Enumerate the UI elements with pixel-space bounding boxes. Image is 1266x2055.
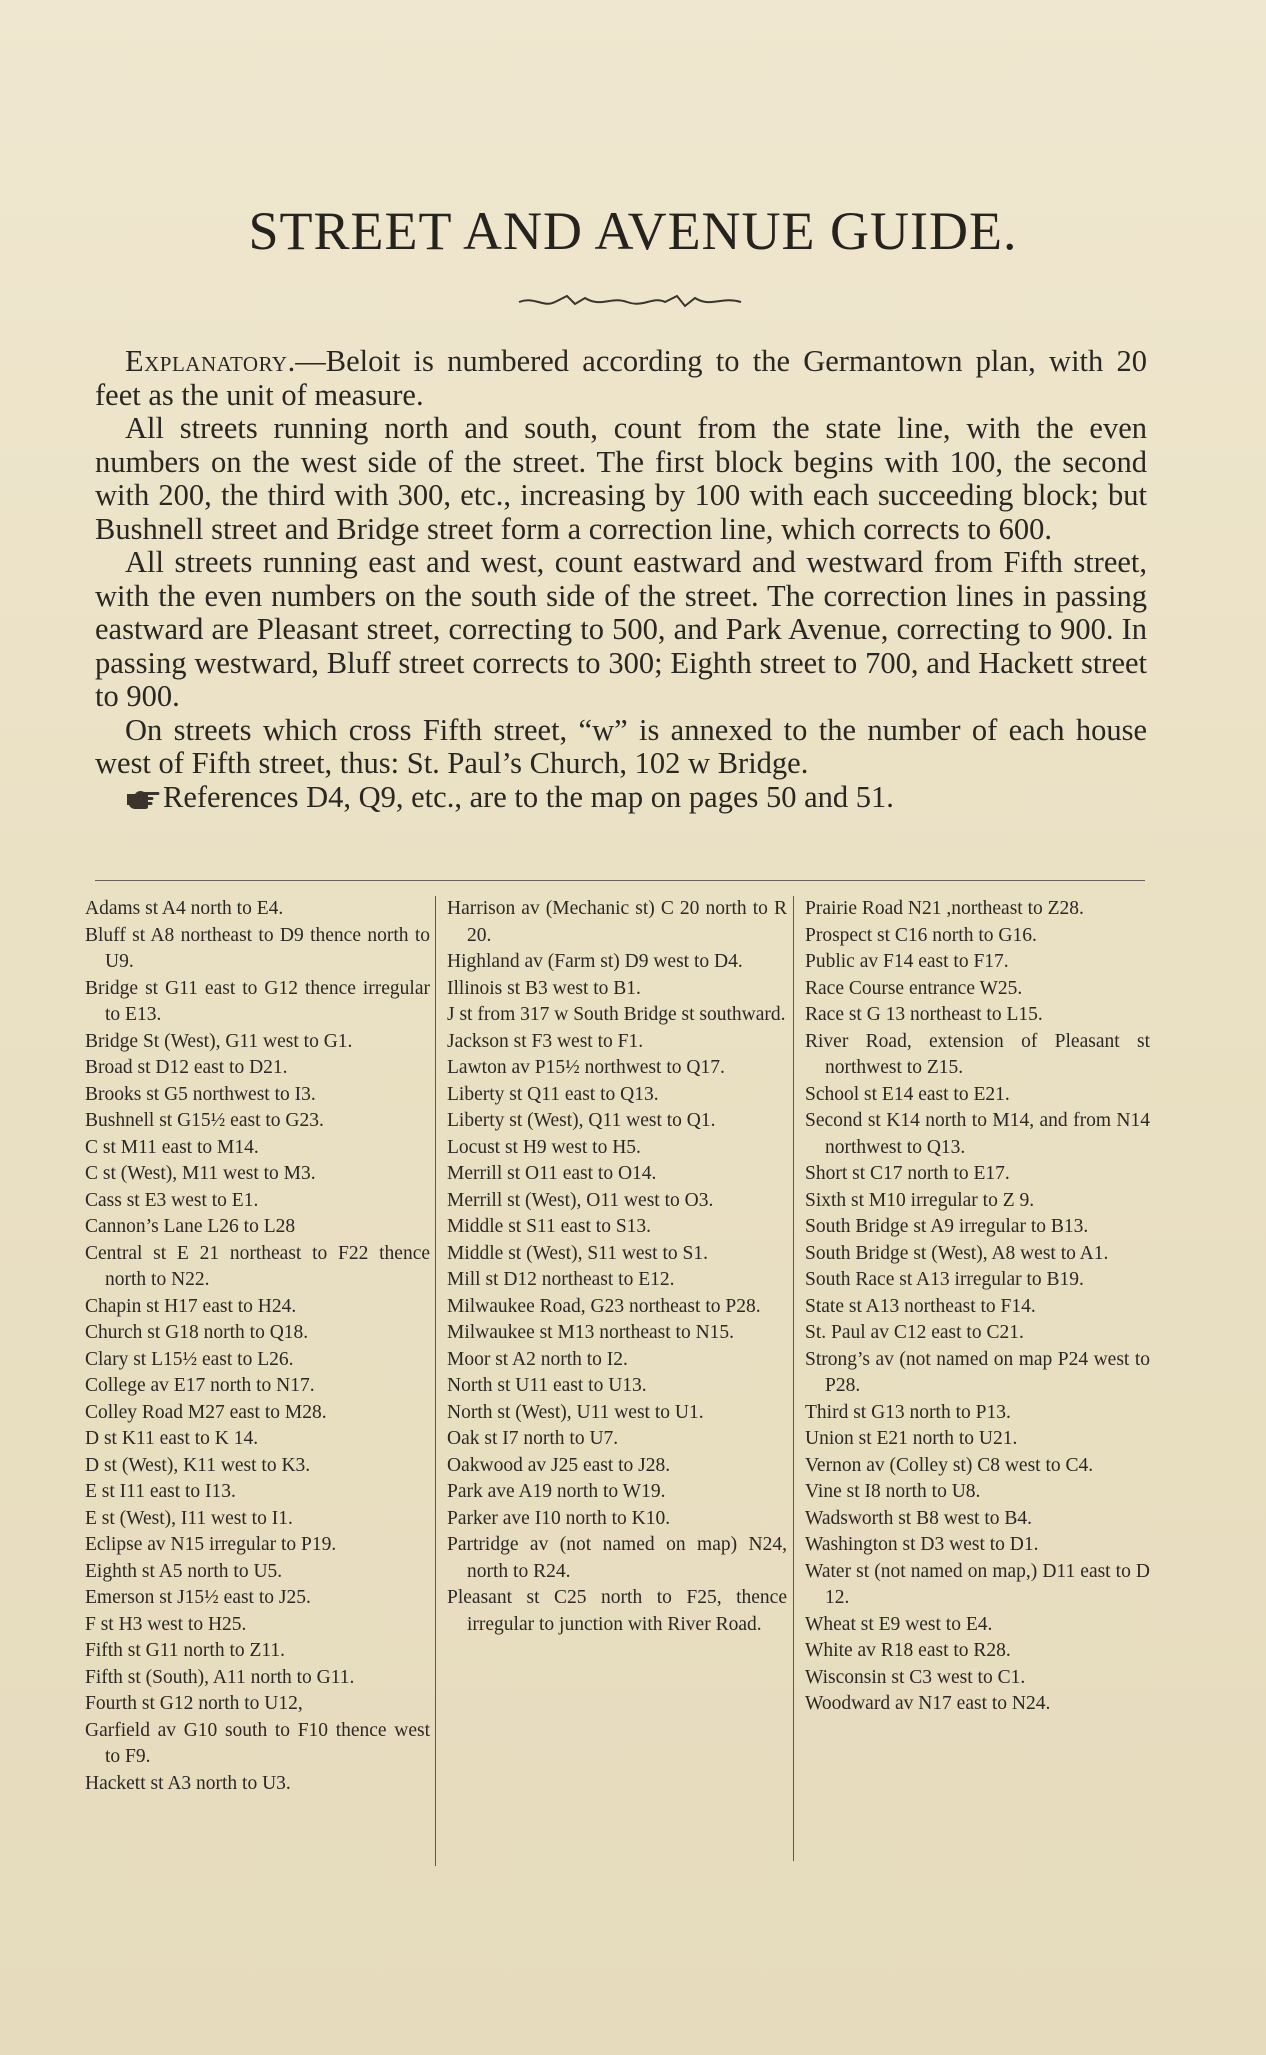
street-entry: State st A13 northeast to F14. [805, 1295, 1036, 1317]
explanatory-paragraph: On streets which cross Fifth street, “w” is annexed to the number of each house west of Fifth street, thus: St. Paul’s Church, 102 w Bridge. [95, 712, 1147, 780]
street-entry: Harrison av (Mechanic st) C 20 north to R 20. [447, 898, 787, 946]
column-divider [793, 896, 794, 1861]
street-entry: Oakwood av J25 east to J28. [447, 1454, 671, 1476]
street-entry: School st E14 east to E21. [805, 1083, 1010, 1105]
street-entry: Short st C17 north to E17. [805, 1163, 1010, 1184]
street-entry: Bluff st A8 northeast to D9 thence north to U9. [85, 924, 430, 972]
street-entry: Locust st H9 west to H5. [447, 1136, 641, 1158]
street-entry: D st (West), K11 west to K3. [85, 1454, 311, 1476]
street-entry: Middle st (West), S11 west to S1. [447, 1242, 708, 1264]
street-entry: Milwaukee Road, G23 northeast to P28. [447, 1295, 761, 1317]
street-entry: Jackson st F3 west to F1. [447, 1030, 644, 1052]
street-entry: Woodward av N17 east to N24. [805, 1693, 1051, 1714]
street-entry: Oak st I7 north to U7. [447, 1428, 619, 1449]
street-entry: South Bridge st A9 irregular to B13. [805, 1216, 1089, 1237]
explanatory-paragraph [95, 345, 1147, 412]
street-entry: Third st G13 north to P13. [805, 1401, 1011, 1423]
explanatory-lead: Explanatory [125, 344, 288, 378]
street-entry: Eclipse av N15 irregular to P19. [85, 1534, 337, 1555]
street-column-1 [85, 896, 430, 1797]
street-entry: St. Paul av C12 east to C21. [805, 1322, 1024, 1343]
street-entry: Garfield av G10 south to F10 thence west to F9. [85, 1719, 430, 1767]
street-entry: Washington st D3 west to D1. [805, 1534, 1039, 1555]
divider-rule [95, 880, 1145, 881]
street-entry: Central st E 21 northeast to F22 thence north to N22. [85, 1242, 430, 1290]
street-entry: Highland av (Farm st) D9 west to D4. [447, 951, 743, 972]
street-entry: Emerson st J15½ east to J25. [85, 1587, 311, 1608]
street-entry: Brooks st G5 northwest to I3. [85, 1083, 316, 1105]
street-entry: Chapin st H17 east to H24. [85, 1295, 297, 1317]
street-entry: Cass st E3 west to E1. [85, 1189, 259, 1211]
street-entry: South Race st A13 irregular to B19. [805, 1269, 1084, 1290]
street-entry: E st I11 east to I13. [85, 1481, 236, 1502]
street-column-3 [805, 896, 1150, 1718]
street-entry: Clary st L15½ east to L26. [85, 1348, 294, 1370]
street-entry: C st M11 east to M14. [85, 1136, 259, 1158]
street-entry: Hackett st A3 north to U3. [85, 1772, 291, 1794]
street-entry: Eighth st A5 north to U5. [85, 1560, 283, 1582]
street-entry: Liberty st (West), Q11 west to Q1. [447, 1110, 716, 1131]
street-entry: College av E17 north to N17. [85, 1375, 315, 1396]
street-entry: Illinois st B3 west to B1. [447, 977, 641, 999]
explanatory-paragraph: All streets running east and west, count eastward and westward from Fifth street, with the even numbers on the south side of the street. The correction lines in passing eastward are Pleasant street, correcting to 500, and Park Avenue, correcting to 900. In passing westward, Bluff street corrects to 300; Eighth street to 700, and Hackett street to 900. [95, 545, 1147, 713]
column-divider [435, 896, 436, 1866]
street-entry: Race Course entrance W25. [805, 977, 1023, 999]
street-entry: Bushnell st G15½ east to G23. [85, 1110, 324, 1131]
street-entry: Vernon av (Colley st) C8 west to C4. [805, 1454, 1094, 1476]
street-entry: D st K11 east to K 14. [85, 1428, 259, 1449]
street-entry: Parker ave I10 north to K10. [447, 1507, 671, 1529]
street-entry: Moor st A2 north to I2. [447, 1348, 628, 1370]
ornament-icon [515, 290, 745, 314]
street-entry: Merrill st (West), O11 west to O3. [447, 1189, 714, 1211]
explanatory-p1: .—Beloit is numbered according to the Germantown plan, with 20 feet as the unit of measure. [95, 344, 1147, 412]
street-entry: Pleasant st C25 north to F25, thence irregular to junction with River Road. [447, 1587, 787, 1635]
explanatory-text [95, 345, 1147, 814]
pointing-hand-icon [125, 788, 161, 810]
street-entry: Cannon’s Lane L26 to L28 [85, 1216, 296, 1237]
street-entry: Public av F14 east to F17. [805, 951, 1009, 972]
street-entry: Middle st S11 east to S13. [447, 1216, 652, 1237]
street-entry: Water st (not named on map,) D11 east to D 12. [805, 1560, 1150, 1608]
street-entry: White av R18 east to R28. [805, 1640, 1011, 1661]
street-entry: Sixth st M10 irregular to Z 9. [805, 1189, 1035, 1211]
page-title: STREET AND AVENUE GUIDE. [248, 201, 1018, 261]
street-entry: Bridge St (West), G11 west to G1. [85, 1030, 353, 1052]
street-entry: Fifth st (South), A11 north to G11. [85, 1666, 355, 1688]
street-entry: Fifth st G11 north to Z11. [85, 1640, 286, 1661]
street-entry: Partridge av (not named on map) N24, north to R24. [447, 1534, 787, 1582]
street-entry: Strong’s av (not named on map P24 west to P28. [805, 1348, 1150, 1396]
street-entry: North st U11 east to U13. [447, 1375, 647, 1396]
street-entry: Prospect st C16 north to G16. [805, 924, 1037, 946]
street-entry: Fourth st G12 north to U12, [85, 1693, 303, 1714]
explanatory-p5: References D4, Q9, etc., are to the map on pages 50 and 51. [163, 779, 894, 814]
explanatory-paragraph: All streets running north and south, count from the state line, with the even numbers on the west side of the street. The first block begins with 100, the second with 200, the third with 300, etc., increasing by 100 with each succeeding block; but Bushnell street and Bridge street form a correction line, which corrects to 600. [95, 411, 1147, 546]
street-entry: Liberty st Q11 east to Q13. [447, 1083, 659, 1105]
street-entry: Race st G 13 northeast to L15. [805, 1004, 1043, 1025]
street-entry: Broad st D12 east to D21. [85, 1057, 288, 1078]
street-entry: Park ave A19 north to W19. [447, 1481, 666, 1502]
street-entry: Bridge st G11 east to G12 thence irregular to E13. [85, 977, 430, 1025]
street-entry: Colley Road M27 east to M28. [85, 1401, 327, 1423]
street-entry: Adams st A4 north to E4. [85, 898, 284, 919]
street-entry: River Road, extension of Pleasant st northwest to Z15. [805, 1030, 1150, 1078]
street-column-2 [447, 896, 787, 1638]
street-entry: North st (West), U11 west to U1. [447, 1401, 704, 1423]
street-entry: F st H3 west to H25. [85, 1613, 247, 1635]
street-entry: Wheat st E9 west to E4. [805, 1613, 993, 1635]
street-index [85, 896, 1165, 1896]
explanatory-paragraph [95, 781, 1147, 815]
street-entry: Milwaukee st M13 northeast to N15. [447, 1322, 735, 1343]
street-entry: Merrill st O11 east to O14. [447, 1163, 657, 1184]
street-entry: South Bridge st (West), A8 west to A1. [805, 1242, 1109, 1264]
street-entry: Lawton av P15½ northwest to Q17. [447, 1057, 725, 1078]
street-entry: Vine st I8 north to U8. [805, 1481, 981, 1502]
street-entry: Second st K14 north to M14, and from N14 northwest to Q13. [805, 1110, 1150, 1158]
street-entry: Wisconsin st C3 west to C1. [805, 1666, 1026, 1688]
street-entry: Wadsworth st B8 west to B4. [805, 1507, 1033, 1529]
street-entry: C st (West), M11 west to M3. [85, 1163, 316, 1184]
street-entry: Prairie Road N21 ,northeast to Z28. [805, 898, 1084, 919]
street-entry: Mill st D12 northeast to E12. [447, 1269, 675, 1290]
street-entry: Church st G18 north to Q18. [85, 1322, 309, 1343]
street-entry: E st (West), I11 west to I1. [85, 1507, 293, 1529]
street-entry: Union st E21 north to U21. [805, 1428, 1018, 1449]
street-entry: J st from 317 w South Bridge st southward. [447, 1004, 786, 1025]
